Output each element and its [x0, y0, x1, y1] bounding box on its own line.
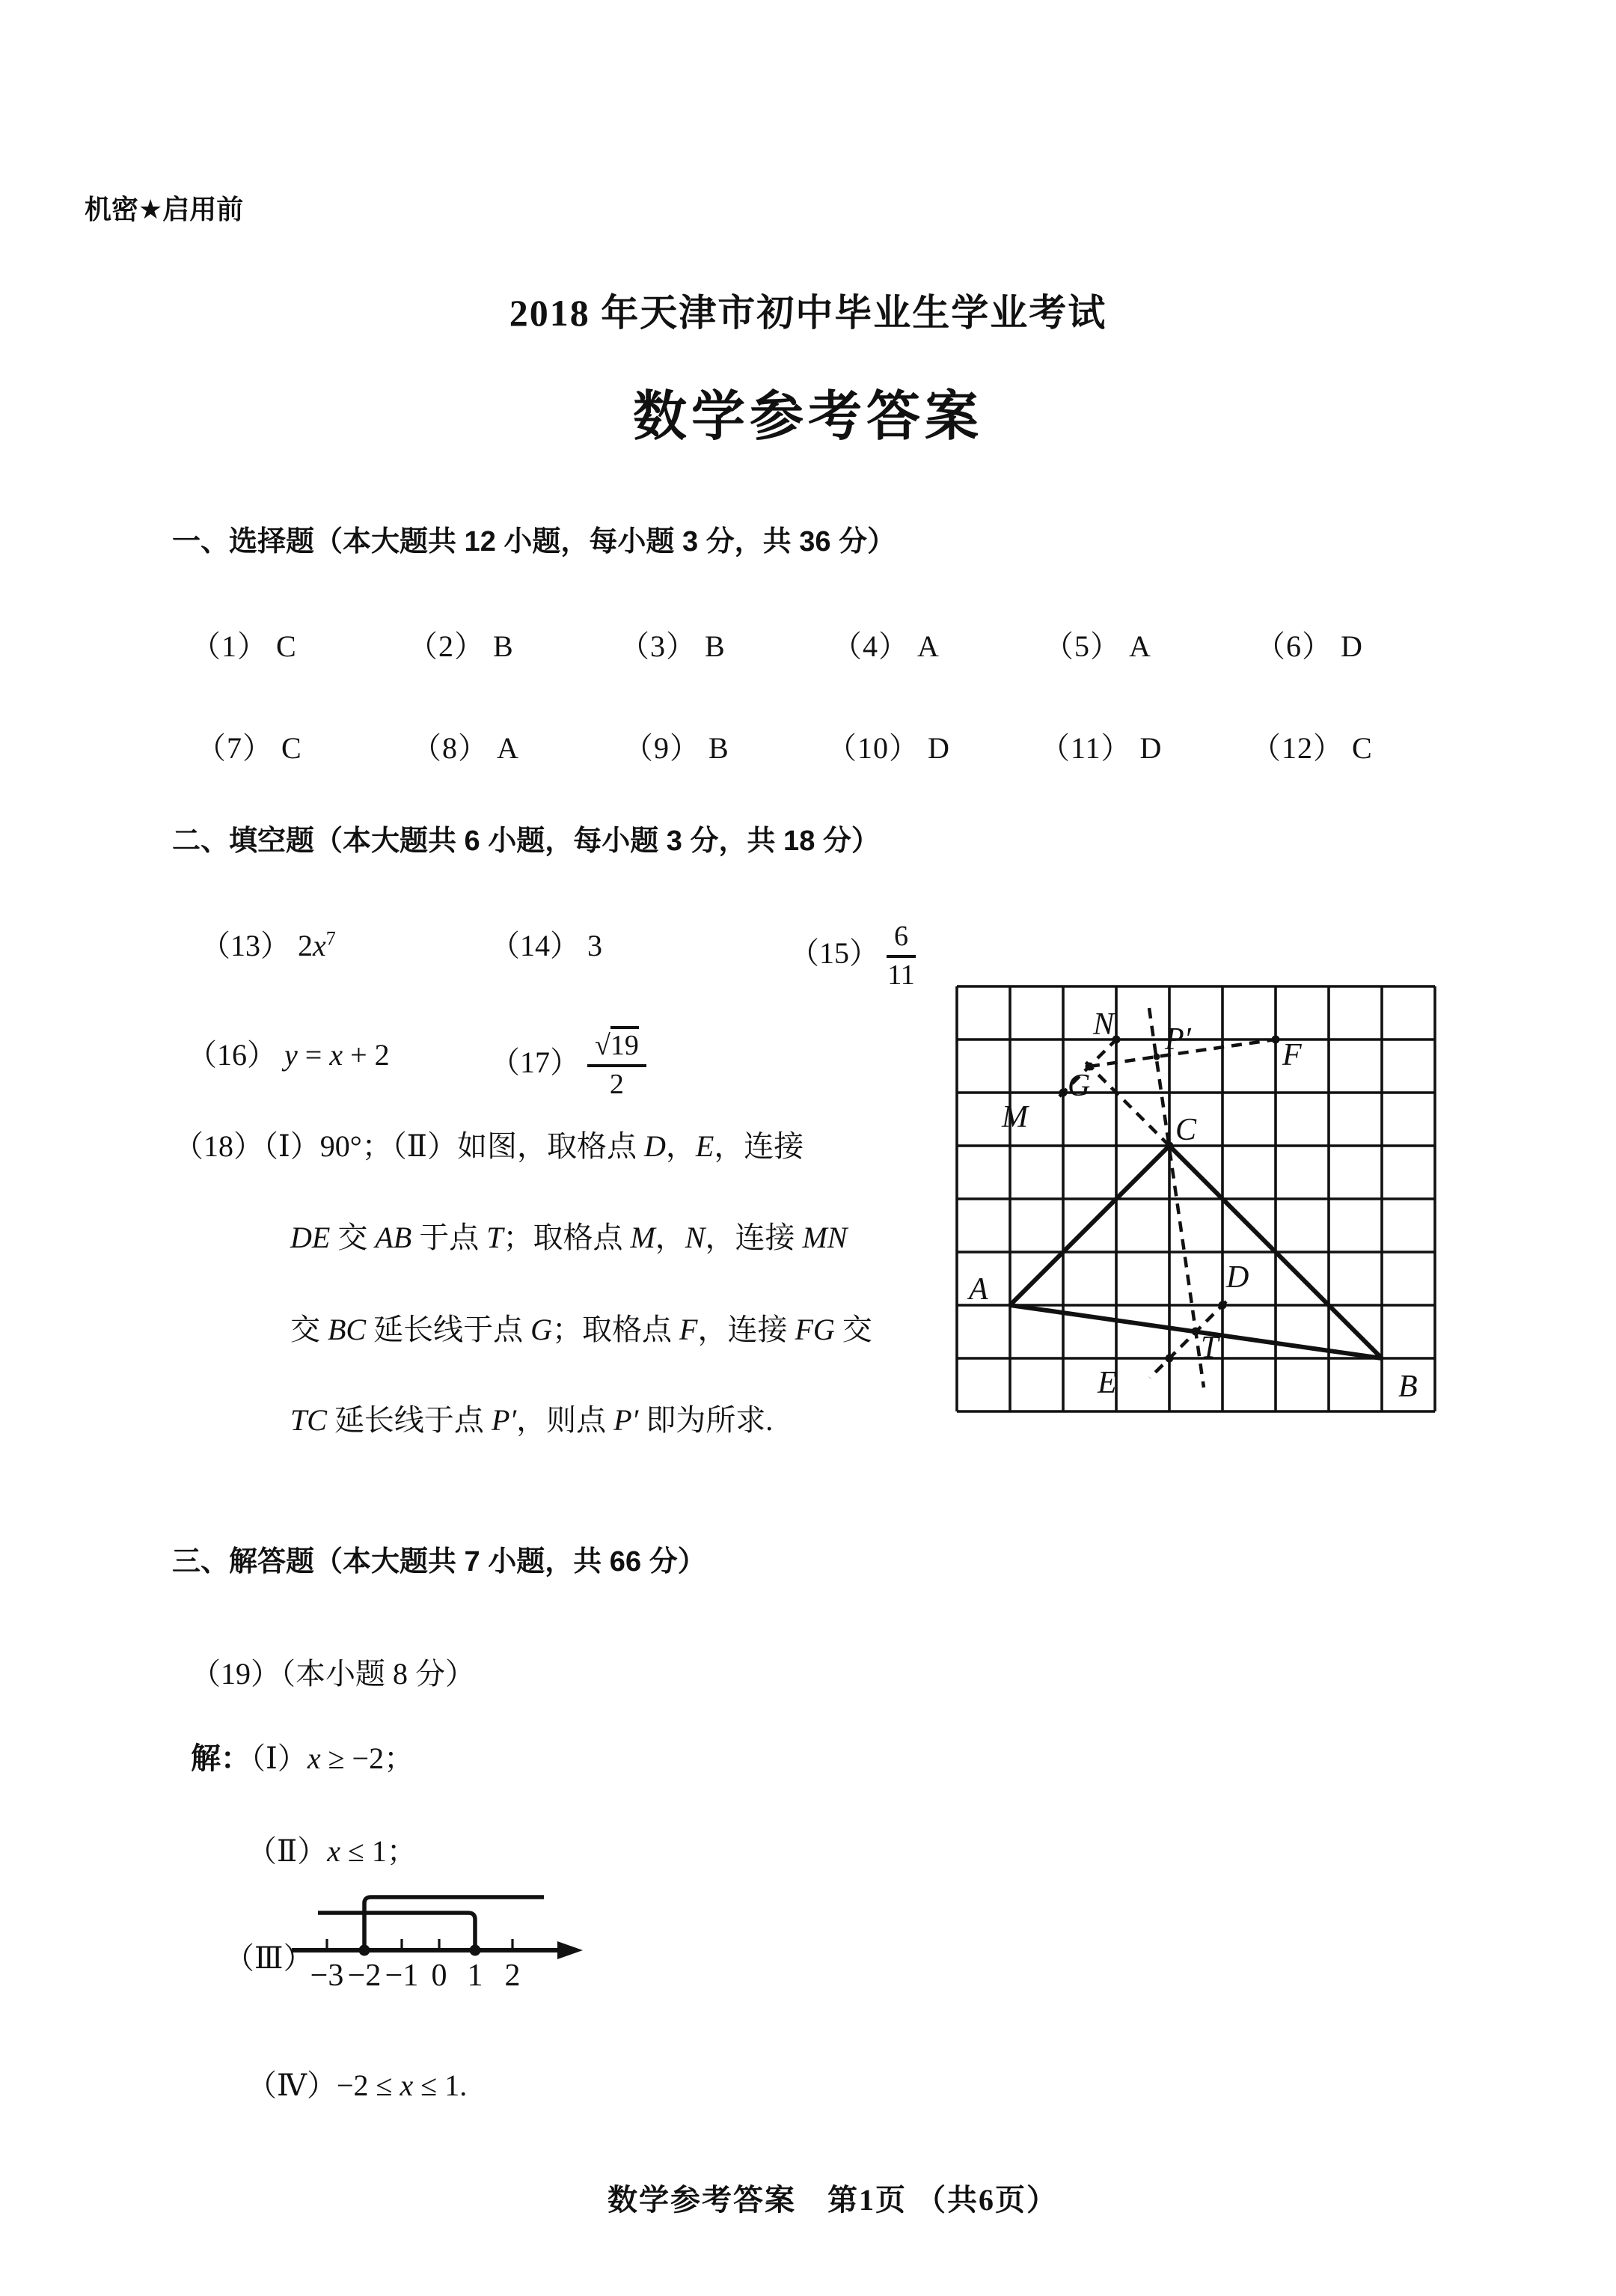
label-M: M — [1002, 1100, 1028, 1135]
tick-0: 0 — [431, 1958, 447, 1993]
closed-point-minus2 — [359, 1945, 370, 1956]
label-F: F — [1282, 1038, 1302, 1072]
answer-18-line4: TC 延长线于点 P′，则点 P′ 即为所求. — [290, 1403, 774, 1437]
answer-4: （4） A — [832, 629, 940, 663]
answer-12: （12） C — [1251, 731, 1373, 765]
page-subtitle: 数学参考答案 — [632, 387, 983, 447]
tick-labels — [310, 1958, 521, 1993]
label-P-prime: P′ — [1165, 1022, 1191, 1057]
fraction-sqrt19-2: $\frac{√19}{2}$ — [587, 1031, 646, 1100]
q19-sol1: 解：（Ⅰ）x ≥ −2； — [191, 1741, 414, 1775]
answer-11: （11） D — [1040, 731, 1163, 765]
answer-18-line1: （18）（Ⅰ）90°；（Ⅱ）如图，取格点 D，E，连接 — [174, 1129, 804, 1163]
answer-7: （7） C — [196, 731, 302, 765]
section3-heading: 三、解答题（本大题共 7 小题，共 66 分） — [172, 1546, 706, 1578]
answer-1: （1） C — [191, 629, 297, 663]
section2-heading: 二、填空题（本大题共 6 小题，每小题 3 分，共 18 分） — [172, 825, 880, 857]
q19-sol2: （Ⅱ）x ≤ 1； — [247, 1834, 417, 1868]
label-C: C — [1175, 1113, 1197, 1147]
exponent: 7 — [325, 927, 336, 950]
answer-3: （3） B — [619, 629, 726, 663]
jie-prefix: 解： — [191, 1741, 251, 1775]
answer-5: （5） A — [1044, 629, 1151, 663]
closed-point-1 — [470, 1945, 481, 1956]
label-A: A — [969, 1272, 988, 1307]
answer-2: （2） B — [408, 629, 514, 663]
page-footer: 数学参考答案 第1页 （共6页） — [607, 2183, 1058, 2217]
answer-13: （13） $2x^7$ — [201, 927, 336, 962]
answer-15: （15） $\frac{6}{11}$ — [789, 920, 915, 991]
answer-14: （14） 3 — [490, 929, 602, 962]
label-D: D — [1226, 1260, 1249, 1295]
line-bc-extension — [1081, 1057, 1169, 1146]
ray-x-le-1 — [318, 1913, 475, 1950]
axis-arrow — [557, 1941, 583, 1959]
answer-18-line2: DE 交 AB 于点 T；取格点 M，N，连接 MN — [290, 1221, 848, 1254]
number-line-figure — [288, 1882, 587, 1994]
fraction-6-11: $\frac{6}{11}$ — [887, 920, 915, 991]
ray-x-ge-minus2 — [364, 1897, 544, 1950]
classification-banner: 机密★启用前 — [85, 194, 244, 225]
label-B: B — [1398, 1370, 1418, 1404]
answer-17: （17） $\frac{√19}{2}$ — [490, 1031, 646, 1100]
tick-minus2: −2 — [347, 1958, 382, 1993]
figure-labels — [967, 1007, 1418, 1404]
answer-9: （9） B — [623, 731, 729, 765]
page-title: 2018 年天津市初中毕业生学业考试 — [509, 292, 1107, 334]
q19-sol3-label: （Ⅲ） — [224, 1941, 313, 1975]
answer-8: （8） A — [411, 731, 519, 765]
q19-label: （19）（本小题 8 分） — [191, 1657, 475, 1691]
label-T: T — [1201, 1331, 1219, 1365]
grid-construction-figure — [955, 985, 1437, 1414]
label-E: E — [1098, 1366, 1117, 1400]
answer-6: （6） D — [1255, 629, 1363, 663]
section1-heading: 一、选择题（本大题共 12 小题，每小题 3 分，共 36 分） — [172, 526, 896, 558]
answer-18-line3: 交 BC 延长线于点 G；取格点 F，连接 FG 交 — [290, 1313, 872, 1346]
label-G: G — [1068, 1069, 1091, 1103]
answer-16: （16） y = x + 2 — [187, 1038, 390, 1072]
tick-minus1: −1 — [385, 1958, 419, 1993]
tick-1: 1 — [467, 1958, 483, 1993]
tick-2: 2 — [504, 1958, 521, 1993]
tick-minus3: −3 — [310, 1958, 344, 1993]
answer-10: （10） D — [827, 731, 950, 765]
radical-sign: √ — [595, 1030, 610, 1061]
q19-sol4: （Ⅳ）−2 ≤ x ≤ 1. — [247, 2068, 468, 2102]
label-N: N — [1093, 1007, 1115, 1042]
